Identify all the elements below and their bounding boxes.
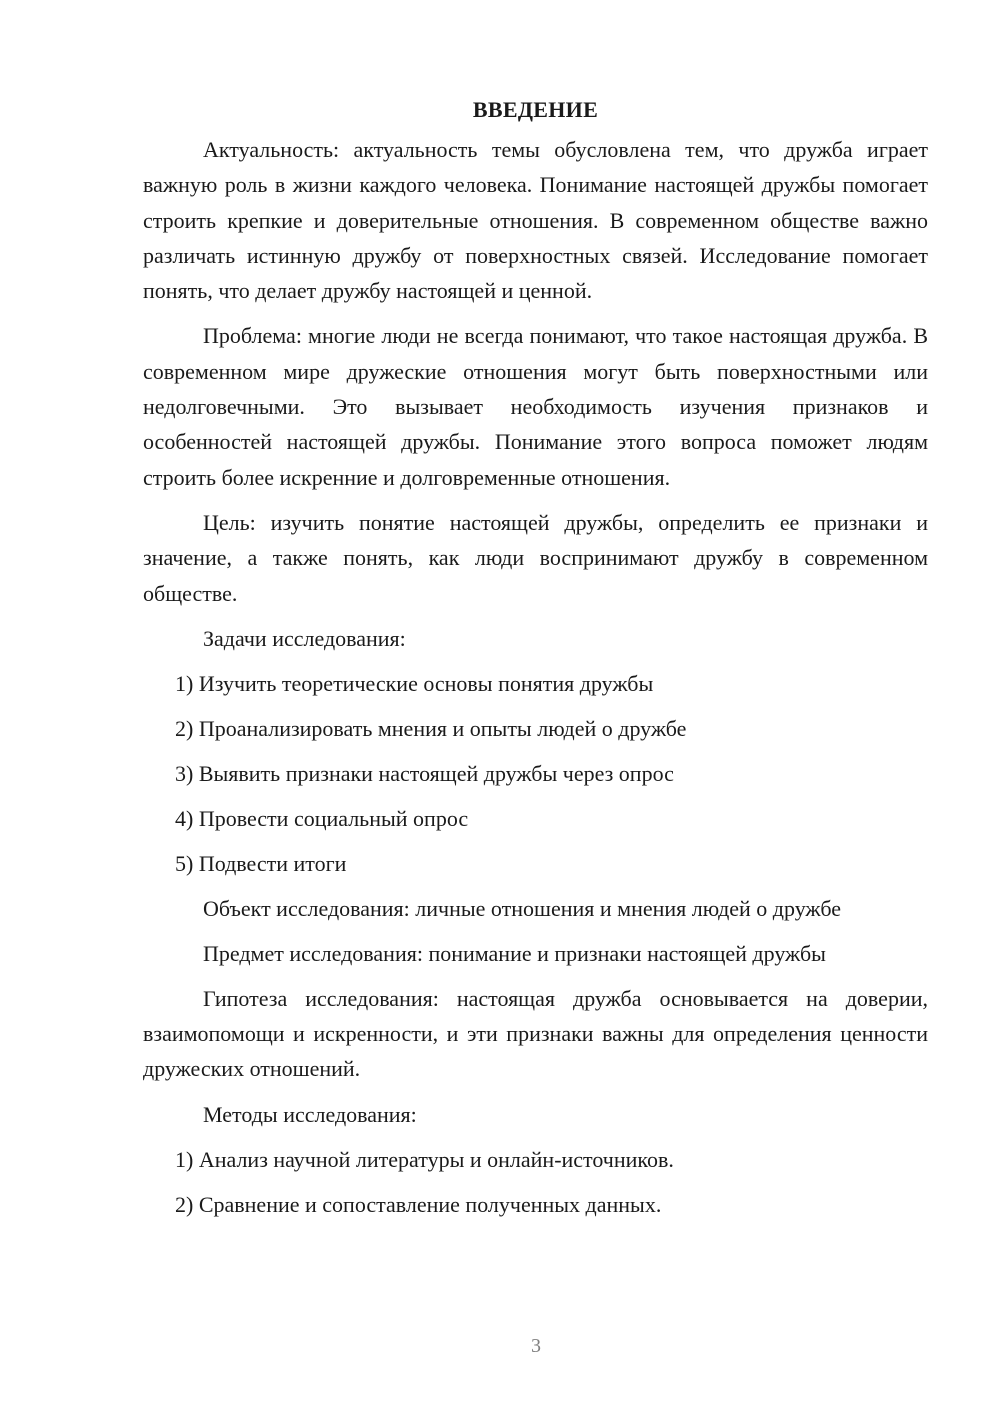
problem-paragraph: Проблема: многие люди не всегда понимают, что такое настоящая дружба. В современном мире дружеские отношения могут быть поверхностными или недолговечными. Это вызывает необходимость изучения признаков и особенностей настоящей дружбы. Понимание этого вопроса поможет людям строить более искренние и долговременные отношения. (143, 323, 928, 490)
relevance-paragraph: Актуальность: актуальность темы обусловлена тем, что дружба играет важную роль в жизни каждого человека. Понимание настоящей дружбы помогает строить крепкие и доверительные отношения. В современном обществе важно различать истинную дружбу от поверхностных связей. Исследование помогает понять, что делает дружбу настоящей и ценной. (143, 137, 928, 304)
hypothesis-paragraph: Гипотеза исследования: настоящая дружба основывается на доверии, взаимопомощи и искренности, и эти признаки важны для определения ценности дружеских отношений. (143, 985, 928, 1082)
task-item-4: 4) Провести социальный опрос (175, 805, 469, 831)
research-subject: Предмет исследования: понимание и признаки настоящей дружбы (203, 940, 826, 966)
research-object: Объект исследования: личные отношения и мнения людей о дружбе (203, 895, 841, 921)
task-item-3: 3) Выявить признаки настоящей дружбы через опрос (175, 760, 674, 786)
methods-heading: Методы исследования: (203, 1101, 417, 1127)
method-item-2: 2) Сравнение и сопоставление полученных данных. (175, 1191, 662, 1217)
method-item-1: 1) Анализ научной литературы и онлайн-источников. (175, 1146, 674, 1172)
page-number: 3 (531, 1335, 541, 1357)
tasks-heading: Задачи исследования: (203, 625, 406, 651)
task-item-2: 2) Проанализировать мнения и опыты людей о дружбе (175, 715, 687, 741)
task-item-1: 1) Изучить теоретические основы понятия дружбы (175, 670, 654, 696)
goal-paragraph: Цель: изучить понятие настоящей дружбы, определить ее признаки и значение, а также понять, как люди воспринимают дружбу в современном обществе. (143, 509, 928, 606)
page-title: ВВЕДЕНИЕ (472, 97, 599, 122)
document-page (143, 92, 928, 1232)
task-item-5: 5) Подвести итоги (175, 850, 347, 876)
